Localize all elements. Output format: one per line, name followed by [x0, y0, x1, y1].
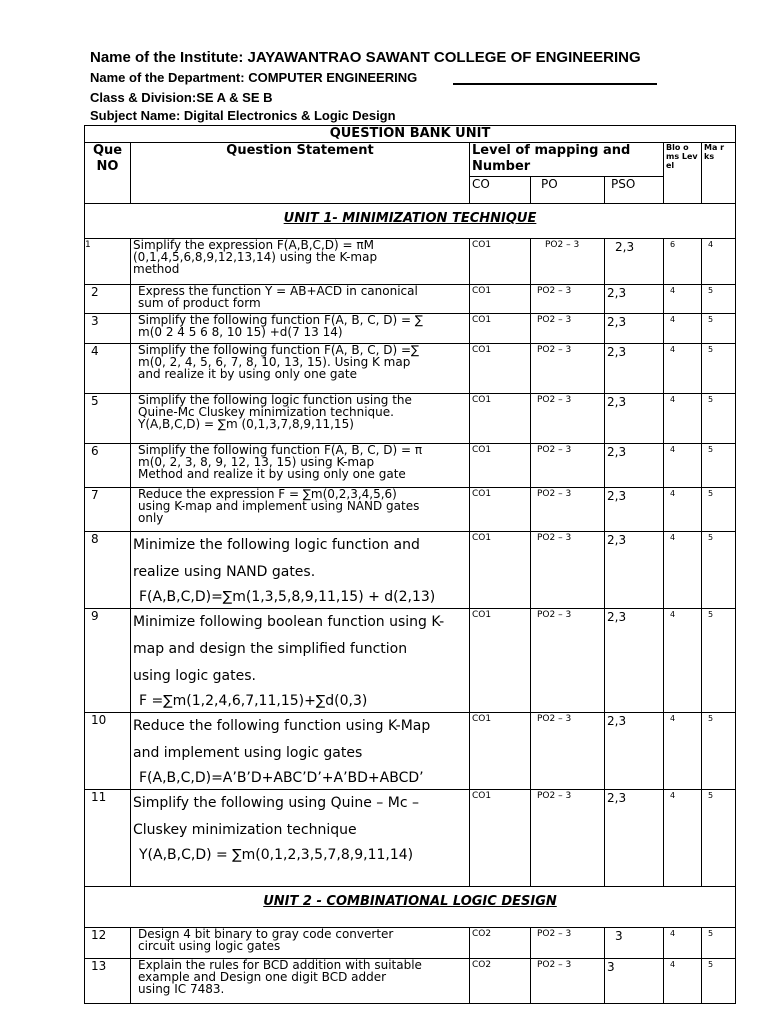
question-number: 4 [85, 344, 131, 394]
blooms-level: 4 [664, 444, 702, 488]
question-statement [131, 609, 470, 713]
question-statement [131, 314, 470, 344]
blooms-level: 4 [664, 314, 702, 344]
blooms-level: 4 [664, 532, 702, 609]
statement-line: Express the function Y = AB+ACD in canonical [138, 284, 418, 298]
po-mapping: PO2 – 3 [531, 285, 605, 314]
question-statement [131, 344, 470, 394]
pso-mapping: 2,3 [605, 713, 664, 790]
institute-name: Name of the Institute: JAYAWANTRAO SAWANT COLLEGE OF ENGINEERING [90, 49, 641, 66]
question-number: 7 [85, 488, 131, 532]
pso-mapping: 2,3 [605, 790, 664, 887]
statement-line: Cluskey minimization technique [133, 822, 357, 838]
signature-line [453, 83, 657, 85]
po-mapping: PO2 – 3 [531, 532, 605, 609]
table-title: QUESTION BANK UNIT [85, 126, 736, 143]
po-mapping: PO2 – 3 [531, 928, 605, 959]
question-statement [131, 959, 470, 1004]
pso-mapping: 3 [605, 928, 664, 959]
statement-line: Simplify the following logic function using the [138, 393, 412, 407]
statement-line: map and design the simplified function [133, 641, 408, 657]
blooms-level: 4 [664, 285, 702, 314]
question-number: 12 [85, 928, 131, 959]
question-row [85, 928, 736, 959]
class-division: Class & Division:SE A & SE B [90, 90, 273, 105]
question-row [85, 959, 736, 1004]
blooms-level: 4 [664, 790, 702, 887]
statement-line: Design 4 bit binary to gray code converter [138, 927, 394, 941]
question-number: 11 [85, 790, 131, 887]
co-mapping: CO1 [470, 609, 531, 713]
header-question-number: Que NO [85, 143, 131, 204]
blooms-level: 4 [664, 609, 702, 713]
statement-line: sum of product form [138, 296, 261, 310]
co-mapping: CO1 [470, 394, 531, 444]
po-mapping: PO2 – 3 [531, 394, 605, 444]
statement-line: and implement using logic gates [133, 745, 363, 761]
statement-line: (0,1,4,5,6,8,9,12,13,14) using the K-map [133, 250, 378, 264]
marks: 5 [702, 713, 736, 790]
blooms-level: 4 [664, 344, 702, 394]
statement-line: Explain the rules for BCD addition with suitable [138, 958, 422, 972]
statement-line: Y(A,B,C,D) = ∑m(0,1,2,3,5,7,8,9,11,14) [139, 847, 414, 863]
pso-mapping: 3 [605, 959, 664, 1004]
po-mapping: PO2 – 3 [531, 713, 605, 790]
statement-line: m(0 2 4 5 6 8, 10 15) +d(7 13 14) [138, 325, 343, 339]
co-mapping: CO1 [470, 444, 531, 488]
question-number: 9 [85, 609, 131, 713]
po-mapping: PO2 – 3 [531, 790, 605, 887]
statement-line: only [138, 511, 164, 525]
marks: 5 [702, 790, 736, 887]
marks: 5 [702, 444, 736, 488]
statement-line: Reduce the following function using K-Map [133, 718, 431, 734]
pso-mapping: 2,3 [605, 532, 664, 609]
statement-line: and realize it by using only one gate [138, 367, 357, 381]
blooms-level: 4 [664, 394, 702, 444]
marks: 5 [702, 488, 736, 532]
question-number: 2 [85, 285, 131, 314]
question-statement [131, 790, 470, 887]
statement-line: realize using NAND gates. [133, 564, 316, 580]
marks: 5 [702, 344, 736, 394]
blooms-level: 4 [664, 713, 702, 790]
statement-line: Y(A,B,C,D) = ∑m (0,1,3,7,8,9,11,15) [138, 417, 354, 431]
question-number: 5 [85, 394, 131, 444]
question-row [85, 609, 736, 713]
statement-line: Simplify the following function F(A, B, C, D) = π [138, 443, 423, 457]
statement-line: Simplify the following using Quine – Mc – [133, 795, 419, 811]
co-mapping: CO1 [470, 344, 531, 394]
marks: 5 [702, 394, 736, 444]
pso-mapping: 2,3 [605, 488, 664, 532]
header-question-statement: Question Statement [131, 143, 470, 204]
question-number: 13 [85, 959, 131, 1004]
statement-line: F(A,B,C,D)=∑m(1,3,5,8,9,11,15) + d(2,13) [139, 589, 436, 605]
question-statement [131, 532, 470, 609]
blooms-level: 4 [664, 928, 702, 959]
header-marks: Ma r ks [702, 143, 736, 204]
subject-name: Subject Name: Digital Electronics & Logic Design [90, 108, 396, 123]
statement-line: using IC 7483. [138, 982, 225, 996]
pso-mapping: 2,3 [605, 394, 664, 444]
question-row [85, 713, 736, 790]
blooms-level: 4 [664, 488, 702, 532]
po-mapping: PO2 – 3 [531, 488, 605, 532]
unit-heading-row [85, 887, 736, 928]
question-number: 6 [85, 444, 131, 488]
question-statement [131, 713, 470, 790]
question-statement [131, 285, 470, 314]
question-number: 8 [85, 532, 131, 609]
header-po: PO [531, 177, 605, 204]
statement-line: using K-map and implement using NAND gates [138, 499, 420, 513]
statement-line: Simplify the following function F(A, B, C, D) = ∑ [138, 313, 423, 327]
pso-mapping: 2,3 [605, 314, 664, 344]
po-mapping: PO2 – 3 [531, 444, 605, 488]
statement-line: Simplify the following function F(A, B, C, D) =∑ [138, 343, 420, 357]
po-mapping: PO2 – 3 [531, 609, 605, 713]
statement-line: m(0, 2, 3, 8, 9, 12, 13, 15) using K-map [138, 455, 375, 469]
question-statement [131, 239, 470, 285]
co-mapping: CO1 [470, 314, 531, 344]
question-row [85, 239, 736, 285]
question-number: 10 [85, 713, 131, 790]
statement-line: Minimize the following logic function and [133, 537, 420, 553]
po-mapping: PO2 – 3 [531, 314, 605, 344]
statement-line: Minimize following boolean function using K- [133, 614, 445, 630]
po-mapping: PO2 – 3 [531, 344, 605, 394]
statement-line: using logic gates. [133, 668, 256, 684]
co-mapping: CO1 [470, 790, 531, 887]
pso-mapping: 2,3 [605, 239, 664, 285]
unit-title: UNIT 1- MINIMIZATION TECHNIQUE [85, 204, 736, 239]
question-number: 3 [85, 314, 131, 344]
header-blooms-level: Blo o ms Lev el [664, 143, 702, 204]
header-mapping: Level of mapping and Number [470, 143, 664, 177]
blooms-level: 4 [664, 959, 702, 1004]
question-row [85, 790, 736, 887]
marks: 5 [702, 314, 736, 344]
co-mapping: CO2 [470, 959, 531, 1004]
marks: 5 [702, 532, 736, 609]
statement-line: Simplify the expression F(A,B,C,D) = πM [133, 238, 374, 252]
question-statement [131, 488, 470, 532]
question-row [85, 344, 736, 394]
pso-mapping: 2,3 [605, 609, 664, 713]
pso-mapping: 2,3 [605, 344, 664, 394]
question-statement [131, 444, 470, 488]
statement-line: F =∑m(1,2,4,6,7,11,15)+∑d(0,3) [139, 693, 368, 709]
question-row [85, 394, 736, 444]
marks: 5 [702, 959, 736, 1004]
statement-line: circuit using logic gates [138, 939, 281, 953]
co-mapping: CO1 [470, 532, 531, 609]
statement-line: example and Design one digit BCD adder [138, 970, 387, 984]
question-row [85, 314, 736, 344]
po-mapping: PO2 – 3 [531, 959, 605, 1004]
marks: 5 [702, 285, 736, 314]
pso-mapping: 2,3 [605, 444, 664, 488]
statement-line: F(A,B,C,D)=A’B’D+ABC’D’+A’BD+ABCD’ [139, 770, 424, 786]
department-name: Name of the Department: COMPUTER ENGINEERING [90, 70, 418, 85]
statement-line: method [133, 262, 180, 276]
question-row [85, 285, 736, 314]
question-number: 1 [85, 239, 131, 285]
statement-line: Method and realize it by using only one gate [138, 467, 406, 481]
co-mapping: CO2 [470, 928, 531, 959]
question-bank-table [84, 125, 736, 1004]
marks: 5 [702, 609, 736, 713]
blooms-level: 6 [664, 239, 702, 285]
statement-line: Reduce the expression F = ∑m(0,2,3,4,5,6) [138, 487, 397, 501]
co-mapping: CO1 [470, 713, 531, 790]
co-mapping: CO1 [470, 488, 531, 532]
co-mapping: CO1 [470, 239, 531, 285]
question-statement [131, 394, 470, 444]
po-mapping: PO2 – 3 [531, 239, 605, 285]
question-row [85, 488, 736, 532]
unit-title: UNIT 2 - COMBINATIONAL LOGIC DESIGN [85, 887, 736, 928]
unit-heading-row [85, 204, 736, 239]
question-row [85, 532, 736, 609]
pso-mapping: 2,3 [605, 285, 664, 314]
header-pso: PSO [605, 177, 664, 204]
statement-line: m(0, 2, 4, 5, 6, 7, 8, 10, 13, 15). Using K map [138, 355, 411, 369]
co-mapping: CO1 [470, 285, 531, 314]
question-row [85, 444, 736, 488]
question-statement [131, 928, 470, 959]
marks: 4 [702, 239, 736, 285]
statement-line: Quine-Mc Cluskey minimization technique. [138, 405, 394, 419]
marks: 5 [702, 928, 736, 959]
header-co: CO [470, 177, 531, 204]
